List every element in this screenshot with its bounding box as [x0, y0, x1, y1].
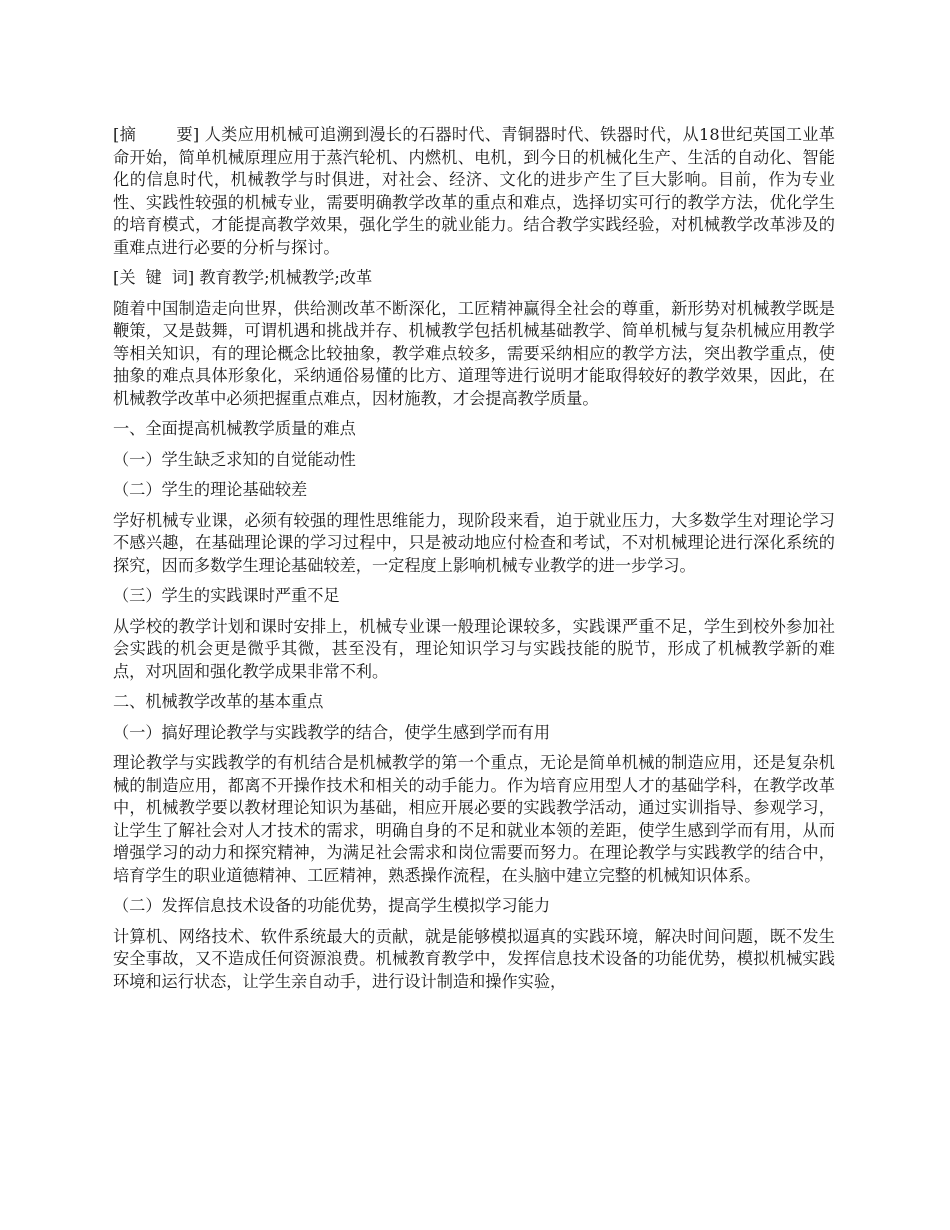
section-1-sub-2-text: 学好机械专业课，必须有较强的理性思维能力，现阶段来看，迫于就业压力，大多数学生对理论学习不感兴趣，在基础理论课的学习过程中，只是被动地应付检查和考试，不对机械理论进行深化系统的探究，因而多数学生理论基础较差，一定程度上影响机械专业教学的进一步学习。: [113, 510, 835, 575]
section-1-sub-2: （二）学生的理论基础较差: [113, 480, 308, 499]
abstract-label-open: [摘: [113, 125, 137, 144]
section-1-sub-3-text: 从学校的教学计划和课时安排上，机械专业课一般理论课较多，实践课严重不足，学生到校外参加社会实践的机会更是微乎其微，甚至没有，理论知识学习与实践技能的脱节，形成了机械教学新的难点，对巩固和强化教学成果非常不利。: [113, 616, 835, 681]
keywords-label-mid: 键: [145, 268, 162, 287]
section-2-sub-2-text: 计算机、网络技术、软件系统最大的贡献，就是能够模拟逼真的实践环境，解决时间问题，既不发生安全事故，又不造成任何资源浪费。机械教育教学中，发挥信息技术设备的功能优势，模拟机械实践环境和运行状态，让学生亲自动手，进行设计制造和操作实验，: [113, 926, 835, 991]
section-2-sub-1: （一）搞好理论教学与实践教学的结合，使学生感到学而有用: [113, 722, 551, 742]
section-2-title: 二、机械教学改革的基本重点: [113, 692, 324, 711]
abstract-label: [113, 125, 199, 144]
keywords-label-open: [关: [113, 268, 136, 287]
abstract-label-close: 要]: [176, 125, 200, 144]
intro-paragraph: 随着中国制造走向世界，供给测改革不断深化，工匠精神赢得全社会的尊重，新形势对机械教学既是鞭策，又是鼓舞，可谓机遇和挑战并存、机械教学包括机械基础教学、简单机械与复杂机械应用教学等相关知识，有的理论概念比较抽象，教学难点较多，需要采纳相应的教学方法，突出教学重点，使抽象的难点具体形象化，采纳通俗易懂的比方、道理等进行说明才能取得较好的教学效果，因此，在机械教学改革中必须把握重点难点，因材施教，才会提高教学质量。: [113, 298, 835, 408]
keywords-label-close: 词]: [171, 268, 195, 287]
section-1-title: 一、全面提高机械教学质量的难点: [113, 419, 356, 438]
abstract-text: 人类应用机械可追溯到漫长的石器时代、青铜器时代、铁器时代，从18世纪英国工业革命开始，简单机械原理应用于蒸汽轮机、内燃机、电机，到今日的机械化生产、生活的自动化、智能化的信息时代，机械教学与时俱进，对社会、经济、文化的进步产生了巨大影响。目前，作为专业性、实践性较强的机械专业，需要明确教学改革的重点和难点，选择切实可行的教学方法，优化学生的培育模式，才能提高教学效果，强化学生的就业能力。结合教学实践经验，对机械教学改革涉及的重难点进行必要的分析与探讨。: [113, 125, 835, 257]
section-1-sub-3: （三）学生的实践课时严重不足: [113, 586, 340, 605]
section-2-sub-1-text: 理论教学与实践教学的有机结合是机械教学的第一个重点，无论是简单机械的制造应用，还是复杂机械的制造应用，都离不开操作技术和相关的动手能力。作为培育应用型人才的基础学科，在教学改革中，机械教学要以教材理论知识为基础，相应开展必要的实践教学活动，通过实训指导、参观学习，让学生了解社会对人才技术的需求，明确自身的不足和就业本领的差距，使学生感到学而有用，从而增强学习的动力和探究精神，为满足社会需求和岗位需要而努力。在理论教学与实践教学的结合中，培育学生的职业道德精神、工匠精神，熟悉操作流程，在头脑中建立完整的机械知识体系。: [113, 753, 835, 885]
abstract-paragraph: [113, 124, 835, 259]
keywords-paragraph: [113, 267, 835, 290]
document-page: [113, 124, 835, 1001]
section-2-sub-2: （二）发挥信息技术设备的功能优势，提高学生模拟学习能力: [113, 896, 551, 915]
section-1-sub-1: （一）学生缺乏求知的自觉能动性: [113, 449, 356, 469]
keywords-label: [113, 268, 194, 287]
keywords-text: 教育教学;机械教学;改革: [199, 268, 373, 287]
